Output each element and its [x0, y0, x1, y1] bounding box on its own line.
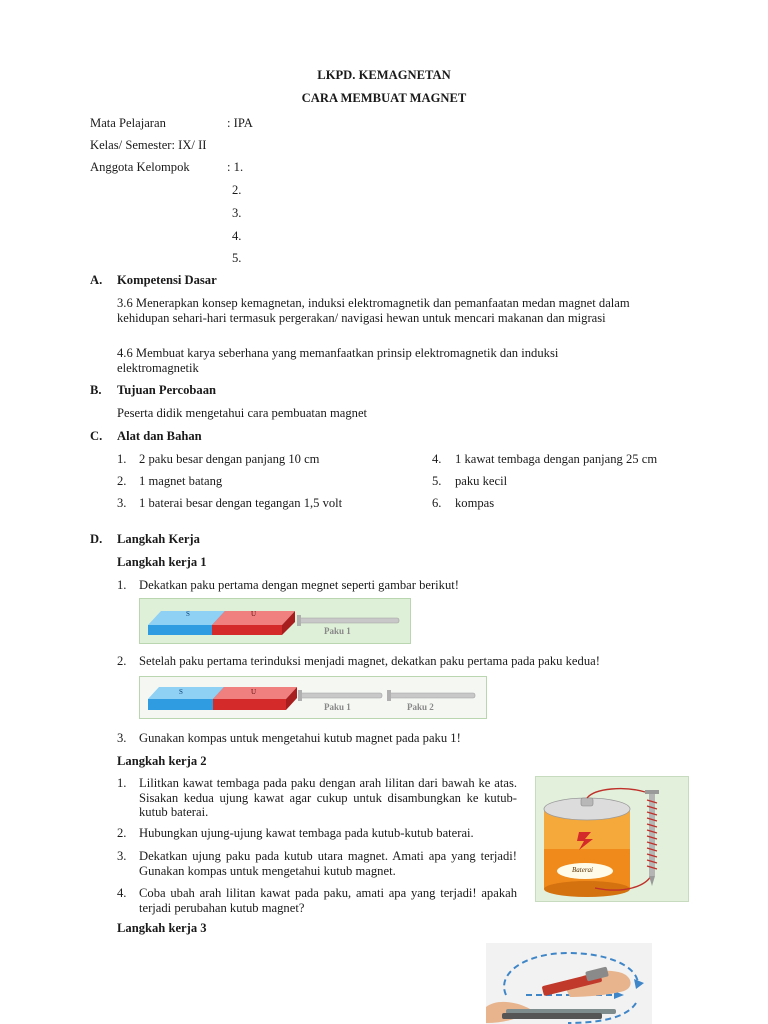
material-num: 1.	[117, 452, 127, 466]
material-num: 3.	[117, 496, 127, 510]
step3-title: Langkah kerja 3	[117, 921, 207, 935]
step-num: 1.	[117, 776, 127, 790]
section-a-title: Kompetensi Dasar	[117, 273, 217, 287]
class-label: Kelas/ Semester: IX/ II	[90, 138, 207, 152]
section-b-letter: B.	[90, 383, 102, 397]
page-title: LKPD. KEMAGNETAN	[317, 68, 451, 82]
step-text: Dekatkan ujung paku pada kutub utara magnet. Amati apa yang terjadi! Gunakan kompas untuk mengetahui kutub magnet.	[139, 849, 517, 878]
step1-title: Langkah kerja 1	[117, 555, 207, 569]
section-c-title: Alat dan Bahan	[117, 429, 202, 443]
group-member-2: 2.	[232, 183, 242, 197]
magnet-north-label: U	[251, 688, 257, 696]
magnet-south-label: S	[179, 688, 183, 696]
step-text: Gunakan kompas untuk mengetahui kutub magnet pada paku 1!	[139, 731, 461, 745]
group-member-5: 5.	[232, 251, 242, 265]
material-item: 1 baterai besar dengan tegangan 1,5 volt	[139, 496, 343, 510]
nail-1-label: Paku 1	[324, 626, 351, 636]
objective-text: Peserta didik mengetahui cara pembuatan magnet	[117, 406, 368, 420]
step-num: 3.	[117, 849, 127, 863]
step-text: Hubungkan ujung-ujung kawat tembaga pada kutub-kutub baterai.	[139, 826, 474, 840]
material-num: 2.	[117, 474, 127, 488]
electromagnet-battery-figure	[535, 776, 689, 902]
nail-1-label: Paku 1	[324, 702, 351, 712]
magnet-nail-figure-1	[139, 598, 411, 644]
section-b-title: Tujuan Percobaan	[117, 383, 217, 397]
step-text: Coba ubah arah lilitan kawat pada paku, amati apa yang terjadi! apakah terjadi perubahan kutub magnet?	[139, 886, 517, 915]
section-d-title: Langkah Kerja	[117, 532, 200, 546]
group-member-1: : 1.	[227, 160, 244, 174]
magnet-nail-figure-2	[139, 676, 487, 719]
material-item: kompas	[455, 496, 495, 510]
step2-title: Langkah kerja 2	[117, 754, 207, 768]
material-item: 1 kawat tembaga dengan panjang 25 cm	[455, 452, 658, 466]
kd-3-6: 3.6 Menerapkan konsep kemagnetan, induksi elektromagnetik dan pemanfaatan medan magnet dalam kehidupan sehari-hari termasuk pergerakan/ navigasi hewan untuk mencari makanan dan migrasi	[117, 296, 630, 325]
material-item: paku kecil	[455, 474, 508, 488]
step-num: 4.	[117, 886, 127, 900]
step-text: Dekatkan paku pertama dengan megnet seperti gambar berikut!	[139, 578, 459, 592]
group-member-4: 4.	[232, 229, 242, 243]
magnet-north-label: U	[251, 610, 257, 618]
page-subtitle: CARA MEMBUAT MAGNET	[301, 91, 467, 105]
step-num: 2.	[117, 654, 127, 668]
step-text: Lilitkan kawat tembaga pada paku dengan arah lilitan dari bawah ke atas. Sisakan kedua ujung kawat agar cukup untuk disambungkan ke kutub-kutub baterai.	[139, 776, 517, 819]
step-num: 3.	[117, 731, 127, 745]
section-a-letter: A.	[90, 273, 103, 287]
battery-label: Baterai	[572, 866, 593, 874]
step-text: Setelah paku pertama terinduksi menjadi magnet, dekatkan paku pertama pada paku kedua!	[139, 654, 600, 668]
kd-4-6: 4.6 Membuat karya seberhana yang memanfaatkan prinsip elektromagnetik dan induksi elektromagnetik	[117, 346, 559, 375]
group-label: Anggota Kelompok	[90, 160, 190, 174]
section-c-letter: C.	[90, 429, 103, 443]
group-member-3: 3.	[232, 206, 242, 220]
step-num: 2.	[117, 826, 127, 840]
subject-value: : IPA	[227, 116, 253, 130]
nail-2-label: Paku 2	[407, 702, 434, 712]
material-item: 1 magnet batang	[139, 474, 223, 488]
section-d-letter: D.	[90, 532, 103, 546]
material-num: 4.	[432, 452, 442, 466]
stroking-magnet-figure	[486, 943, 652, 1024]
subject-label: Mata Pelajaran	[90, 116, 166, 130]
material-num: 6.	[432, 496, 442, 510]
step-num: 1.	[117, 578, 127, 592]
magnet-south-label: S	[186, 610, 190, 618]
material-item: 2 paku besar dengan panjang 10 cm	[139, 452, 320, 466]
material-num: 5.	[432, 474, 442, 488]
